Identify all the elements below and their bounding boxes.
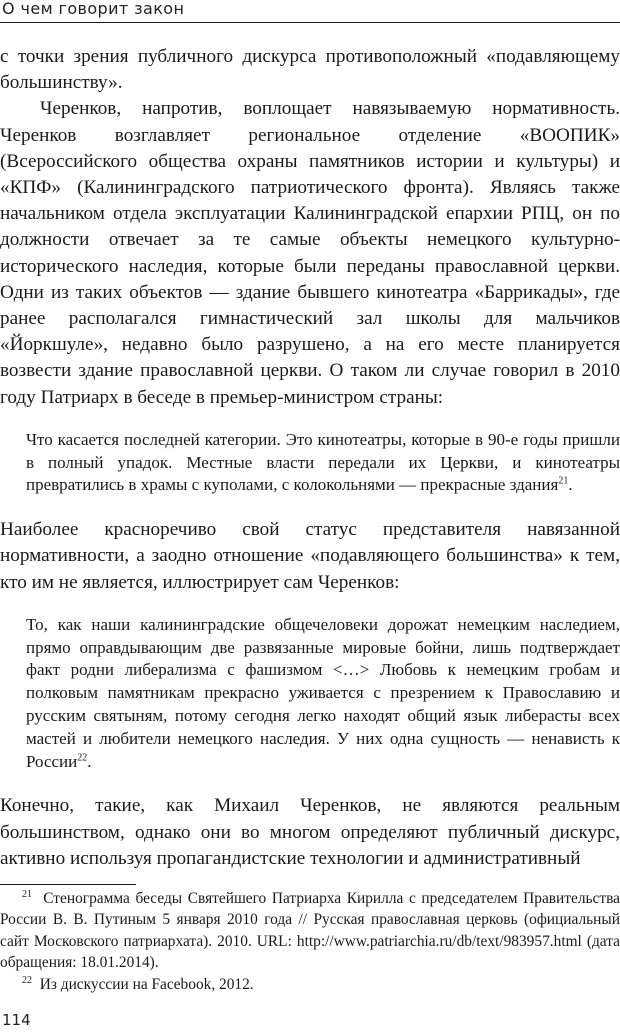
running-header: [0, 0, 620, 23]
paragraph-status: Наиболее красноречиво свой статус представителя навязанной нормативности, а заодно отношение «подавляющего большинства» к тем, кто им не является, иллюстрирует сам Черенков:: [0, 519, 620, 593]
footnote-divider: [0, 884, 136, 885]
paragraph-conclusion: Конечно, такие, как Михаил Черенков, не являются реальным большинством, однако они во многом определяют публичный дискурс, активно используя пропагандистские технологии и административный: [0, 795, 620, 869]
footnote-22-text: Из дискуссии на Facebook, 2012.: [39, 975, 254, 993]
footnote-22: [0, 974, 620, 995]
block-quote-patriarch-text: Что касается последней категории. Это кинотеатры, которые в 90-е годы пришли в полный упадок. Местные власти передали их Церкви, и кинотеатры превратились в храмы с куполами, с колокольнями — прекрасные здания: [26, 429, 620, 495]
footnote-ref-22[interactable]: 22: [77, 751, 88, 763]
main-text-block: [0, 44, 620, 872]
footnotes-block: [0, 888, 620, 995]
page-number: 114: [2, 1011, 31, 1029]
running-header-title: О чем говорит закон: [2, 0, 185, 18]
footnote-21-text: Стенограмма беседы Святейшего Патриарха Кирилла с председателем Правительства России В. В. Путиным 5 января 2010 года // Русская православная церковь (официальный сайт Московского патриархата). 2010. URL: http://www.patriarchia.ru/db/text/983957.html (дата обращения: 18.01.2014).: [0, 890, 620, 972]
block-quote-patriarch: Что касается последней категории. Это кинотеатры, которые в 90-е годы пришли в полный упадок. Местные власти передали их Церкви, и кинотеатры превратились в храмы с куполами, с колокольнями — прекрасные здания$^{21}$.: [26, 429, 620, 495]
paragraph-continuation: с точки зрения публичного дискурса противоположный «подавляющему большинству».: [0, 46, 620, 94]
footnote-21: [0, 888, 620, 974]
block-quote-cherenkov-text: То, как наши калининградские общечеловеки дорожат немецким наследием, прямо оправдывающим две развязанные мировые бойни, лишь подтверждает факт родни либерализма с фашизмом <…> Любовь к немецким гробам и полковым памятникам прекрасно уживается с презрением к Православию и русским святыням, потому сегодня легко находят общий язык либерасты всех мастей и любители немецкого наследия. У них одна сущность — ненависть к России: [26, 614, 620, 771]
block-quote-cherenkov: То, как наши калининградские общечеловеки дорожат немецким наследием, прямо оправдывающим две развязанные мировые бойни, лишь подтверждает факт родни либерализма с фашизмом <…> Любовь к немецким гробам и полковым памятникам прекрасно уживается с презрением к Православию и русским святыням, потому сегодня легко находят общий язык либерасты всех мастей и любители немецкого наследия. У них одна сущность — ненависть к России$^{22}$.: [26, 614, 620, 771]
footnote-ref-21[interactable]: 21: [558, 475, 569, 487]
footnote-number-21: 21: [22, 888, 32, 900]
paragraph-cherenkov: Черенков, напротив, воплощает навязываемую нормативность. Черенков возглавляет региональное отделение «ВООПИК» (Всероссийского общества охраны памятников истории и культуры) и «КПФ» (Калининградского патриотического фронта). Являясь также начальником отдела эксплуатации Калининградской епархии РПЦ, он по должности отвечает за те самые объекты немецкого культурно-исторического наследия, которые были переданы православной церкви. Одни из таких объектов — здание бывшего кинотеатра «Баррикады», где ранее располагался гимнастический зал школы для мальчиков «Йоркшуле», недавно было разрушено, а на его месте планируется возвести здание православной церкви. О таком ли случае говорил в 2010 году Патриарх в беседе в премьер-министром страны:: [0, 98, 620, 408]
footnote-number-22: 22: [22, 974, 32, 986]
